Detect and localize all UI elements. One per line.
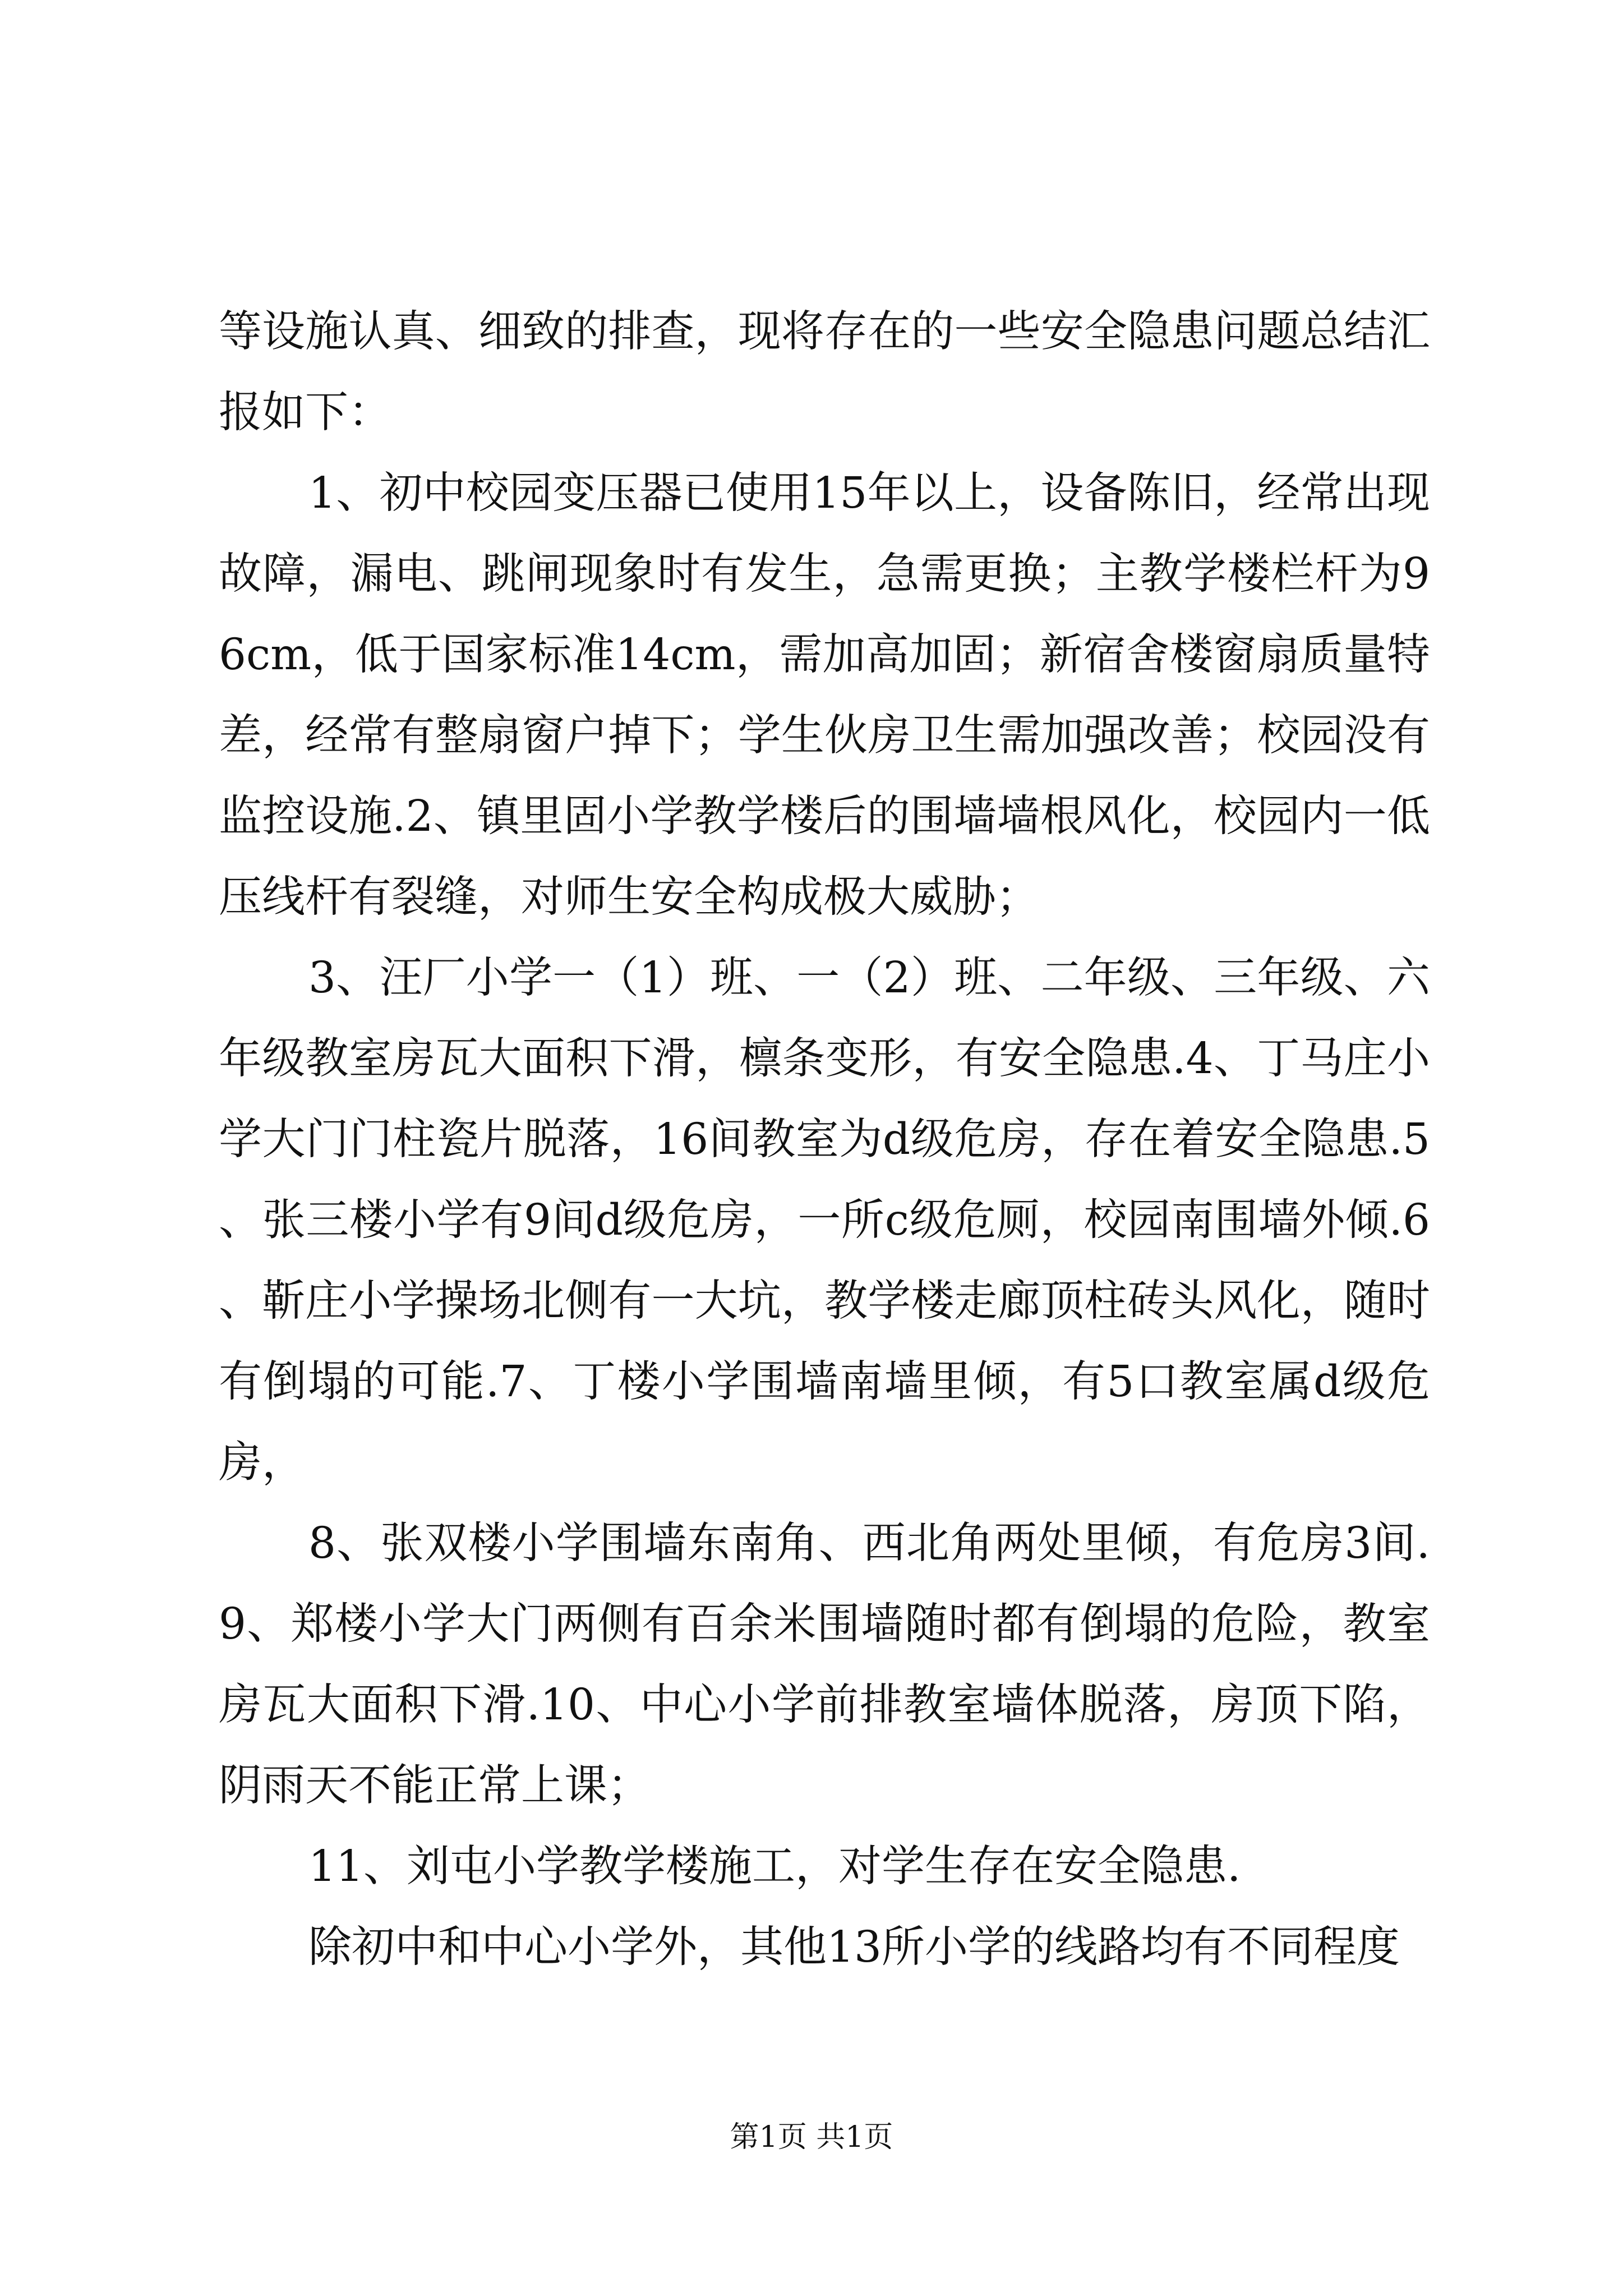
page-footer: 第1页 共1页 (730, 2120, 893, 2154)
paragraph-4: 8、张双楼小学围墙东南角、西北角两处里倾，有危房3间.9、郑楼小学大门两侧有百余米围墙随时都有倒塌的危险，教室房瓦大面积下滑.10、中心小学前排教室墙体脱落，房顶下陷，阴雨天不能正常上课； (219, 1519, 1430, 1811)
paragraph-6: 除初中和中心小学外，其他13所小学的线路均有不同程度 (308, 1922, 1400, 1972)
paragraph-3: 3、汪厂小学一（1）班、一（2）班、二年级、三年级、六年级教室房瓦大面积下滑，檩条变形，有安全隐患.4、丁马庄小学大门门柱瓷片脱落，16间教室为d级危房，存在着安全隐患.5、张三楼小学有9间d级危房，一所c级危厕，校园南围墙外倾.6、靳庄小学操场北侧有一大坑，教学楼走廊顶柱砖头风化，随时有倒塌的可能.7、丁楼小学围墙南墙里倾，有5口教室属d级危房， (219, 953, 1430, 1488)
paragraph-1: 等设施认真、细致的排查，现将存在的一些安全隐患问题总结汇报如下： (219, 307, 1430, 438)
document-body (219, 292, 1430, 1988)
paragraph-2: 1、初中校园变压器已使用15年以上，设备陈旧，经常出现故障，漏电、跳闸现象时有发生，急需更换；主教学楼栏杆为96cm，低于国家标准14cm，需加高加固；新宿舍楼窗扇质量特差，经常有整扇窗户掉下；学生伙房卫生需加强改善；校园没有监控设施.2、镇里固小学教学楼后的围墙墙根风化，校园内一低压线杆有裂缝，对师生安全构成极大威胁； (219, 468, 1430, 922)
paragraph-5: 11、刘屯小学教学楼施工，对学生存在安全隐患. (308, 1842, 1241, 1892)
